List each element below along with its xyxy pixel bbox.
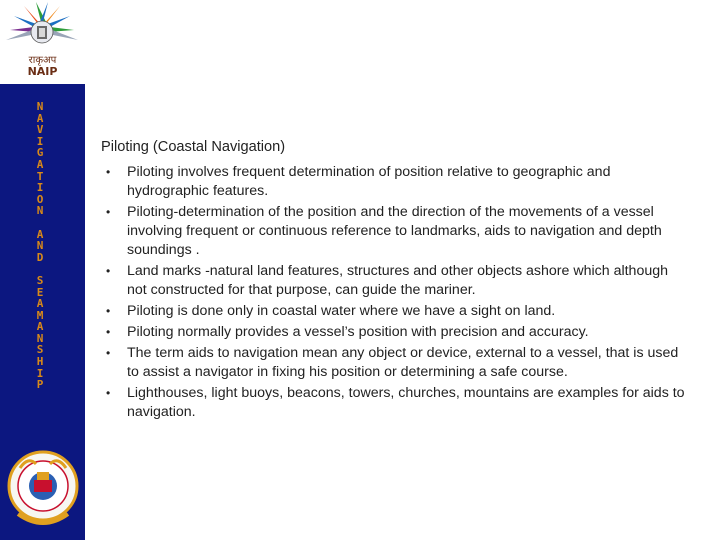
- vertical-title-letter: N: [36, 204, 44, 218]
- vertical-title-letter: I: [36, 181, 44, 195]
- vertical-title-letter: A: [36, 320, 44, 334]
- vertical-title-letter: S: [36, 273, 44, 287]
- bullet-icon: •: [106, 264, 111, 278]
- list-item: • Piloting involves frequent determination of position relative to geographic and hydrographic features.: [106, 164, 611, 199]
- vertical-title-letter: T: [36, 169, 44, 183]
- vertical-title-letter: N: [36, 239, 44, 253]
- bullet-icon: •: [106, 205, 111, 219]
- vertical-title-letter: O: [36, 192, 44, 206]
- vertical-title-letter: N: [36, 100, 44, 113]
- vertical-title-letter: A: [36, 227, 44, 241]
- list-item: • Piloting is done only in coastal water where we have a sight on land.: [106, 303, 556, 319]
- vertical-title-letter: D: [36, 250, 44, 264]
- list-item: • Piloting-determination of the position and the direction of the movements of a vessel involving frequent or continuous reference to landmarks, aids to navigation and depth soundings .: [106, 204, 662, 258]
- vertical-title-letter: I: [36, 134, 44, 148]
- vertical-title-letter: E: [36, 285, 44, 299]
- vertical-title-letter: P: [36, 378, 44, 392]
- vertical-title-seamanship: [37, 275, 44, 391]
- sidebar: [0, 0, 85, 540]
- vertical-title-letter: V: [36, 123, 44, 137]
- vertical-title-letter: S: [36, 343, 44, 357]
- naip-logo: [0, 0, 85, 84]
- list-item: • Lighthouses, light buoys, beacons, towers, churches, mountains are examples for aids to navigation.: [106, 385, 685, 420]
- vertical-title-letter: I: [36, 366, 44, 380]
- bullet-icon: •: [106, 325, 111, 339]
- vertical-title-letter: M: [36, 308, 44, 322]
- vertical-title-letter: N: [36, 331, 44, 345]
- vertical-title-and: [37, 229, 44, 264]
- bullet-icon: •: [106, 304, 111, 318]
- list-item: • The term aids to navigation mean any object or device, external to a vessel, that is used to assist a navigator in fixing his position or determining a safe course.: [106, 345, 679, 380]
- vertical-title-letter: G: [36, 146, 44, 160]
- slide-heading: Piloting (Coastal Navigation): [101, 139, 286, 155]
- vertical-title-letter: A: [36, 157, 44, 171]
- vertical-title: [24, 101, 56, 391]
- list-item: • Piloting normally provides a vessel’s position with precision and accuracy.: [106, 324, 589, 340]
- logo-naip-text: NAIP: [27, 65, 58, 78]
- vertical-title-navigation: [37, 101, 44, 217]
- bullet-list: [101, 163, 691, 422]
- vertical-title-letter: A: [36, 111, 44, 125]
- slide-content: [101, 138, 691, 424]
- list-item: • Land marks -natural land features, structures and other objects ashore which although not constructed for that purpose, can guide the mariner.: [106, 263, 669, 298]
- logo-hindi-text: राकृअप: [28, 55, 57, 66]
- bullet-icon: •: [106, 165, 111, 179]
- vertical-title-letter: A: [36, 297, 44, 311]
- bullet-icon: •: [106, 346, 111, 360]
- seal-emblem-icon: [6, 436, 80, 540]
- bullet-icon: •: [106, 386, 111, 400]
- vertical-title-letter: H: [36, 355, 44, 369]
- institution-seal: [6, 436, 80, 540]
